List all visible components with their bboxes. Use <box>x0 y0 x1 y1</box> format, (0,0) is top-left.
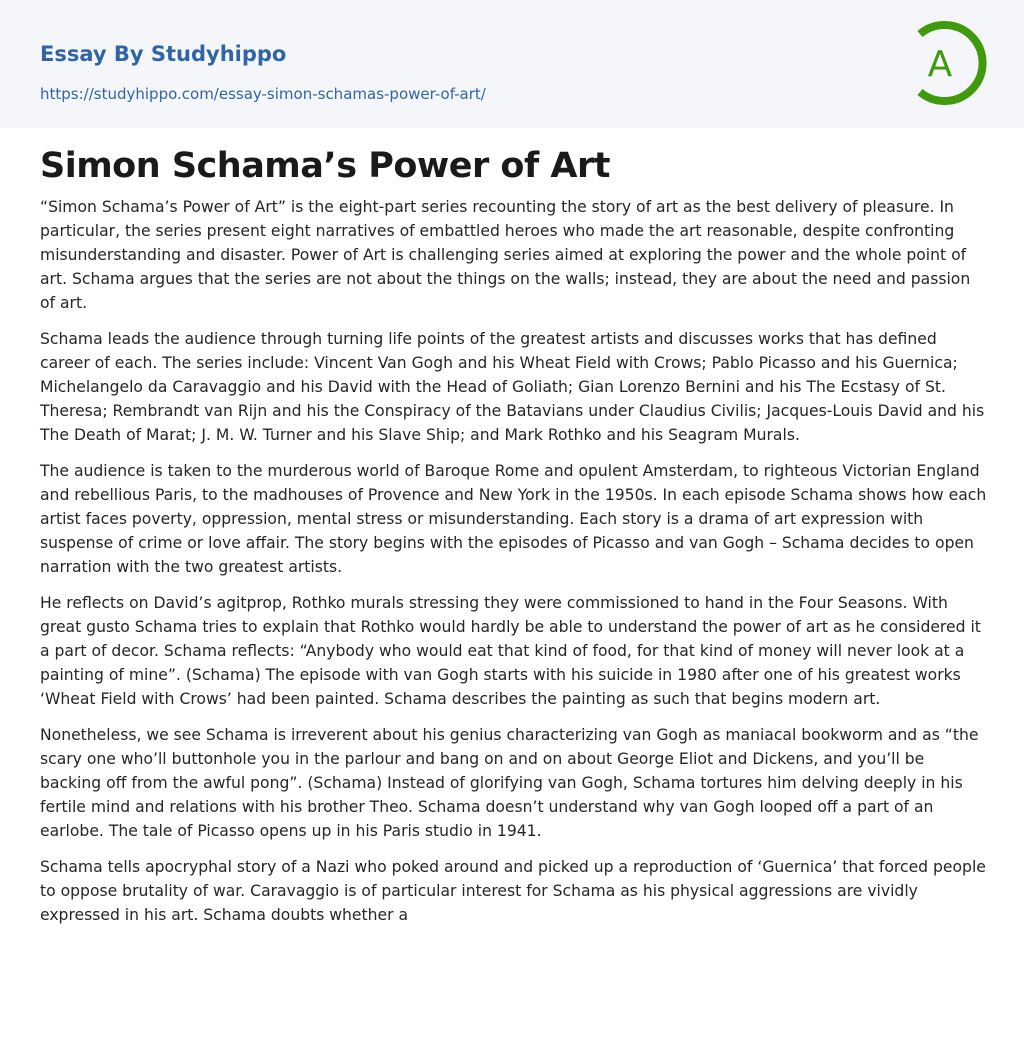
site-header <box>0 0 1024 128</box>
paragraph: Schama leads the audience through turning life points of the greatest artists and discusses works that has defined career of each. The series include: Vincent Van Gogh and his Wheat Field with Crows; Pablo Picasso and his Guernica; Michelangelo da Caravaggio and his David with the Head of Goliath; Gian Lorenzo Bernini and his The Ecstasy of St. Theresa; Rembrandt van Rijn and his the Conspiracy of the Batavians under Claudius Civilis; Jacques-Louis David and his The Death of Marat; J. M. W. Turner and his Slave Ship; and Mark Rothko and his Seagram Murals. <box>40 330 985 444</box>
paragraph: He reflects on David’s agitprop, Rothko murals stressing they were commissioned to hand in the Four Seasons. With great gusto Schama tries to explain that Rothko would hardly be able to understand the power of art as he considered it a part of decor. Schama reflects: “Anybody who would eat that kind of food, for that kind of money will never look at a painting of mine”. (Schama) The episode with van Gogh starts with his suicide in 1980 after one of his greatest works ‘Wheat Field with Crows’ had been painted. Schama describes the painting as such that begins modern art. <box>40 594 981 708</box>
studyhippo-logo-icon <box>906 18 990 108</box>
paragraph: “Simon Schama’s Power of Art” is the eight-part series recounting the story of art as the best delivery of pleasure. In particular, the series present eight narratives of embattled heroes who made the art reasonable, despite confronting misunderstanding and disaster. Power of Art is challenging series aimed at exploring the power and the whole point of art. Schama argues that the series are not about the things on the walls; instead, they are about the need and passion of art. <box>40 198 971 312</box>
logo-letter: A <box>927 44 953 85</box>
page-title: Simon Schama’s Power of Art <box>40 146 610 186</box>
paragraph: The audience is taken to the murderous world of Baroque Rome and opulent Amsterdam, to righteous Victorian England and rebellious Paris, to the madhouses of Provence and New York in the 1950s. In each episode Schama shows how each artist faces poverty, oppression, mental stress or misunderstanding. Each story is a drama of art expression with suspense of crime or love affair. The story begins with the episodes of Picasso and van Gogh – Schama decides to open narration with the two greatest artists. <box>40 462 987 576</box>
paragraph: Nonetheless, we see Schama is irreverent about his genius characterizing van Gogh as maniacal bookworm and as “the scary one who’ll buttonhole you in the parlour and bang on and on about George Eliot and Dickens, and you’ll be backing off from the awful pong”. (Schama) Instead of glorifying van Gogh, Schama tortures him delving deeply in his fertile mind and relations with his brother Theo. Schama doesn’t understand why van Gogh looped off a part of an earlobe. The tale of Picasso opens up in his Paris studio in 1941. <box>40 726 979 840</box>
essay-url-link[interactable]: https://studyhippo.com/essay-simon-schamas-power-of-art/ <box>40 85 486 103</box>
paragraph: Schama tells apocryphal story of a Nazi who poked around and picked up a reproduction of ‘Guernica’ that forced people to oppose brutality of war. Caravaggio is of particular interest for Schama as his physical aggressions are vividly expressed in his art. Schama doubts whether a <box>40 858 986 924</box>
brand-title: Essay By Studyhippo <box>40 42 287 66</box>
essay-body <box>40 195 990 939</box>
